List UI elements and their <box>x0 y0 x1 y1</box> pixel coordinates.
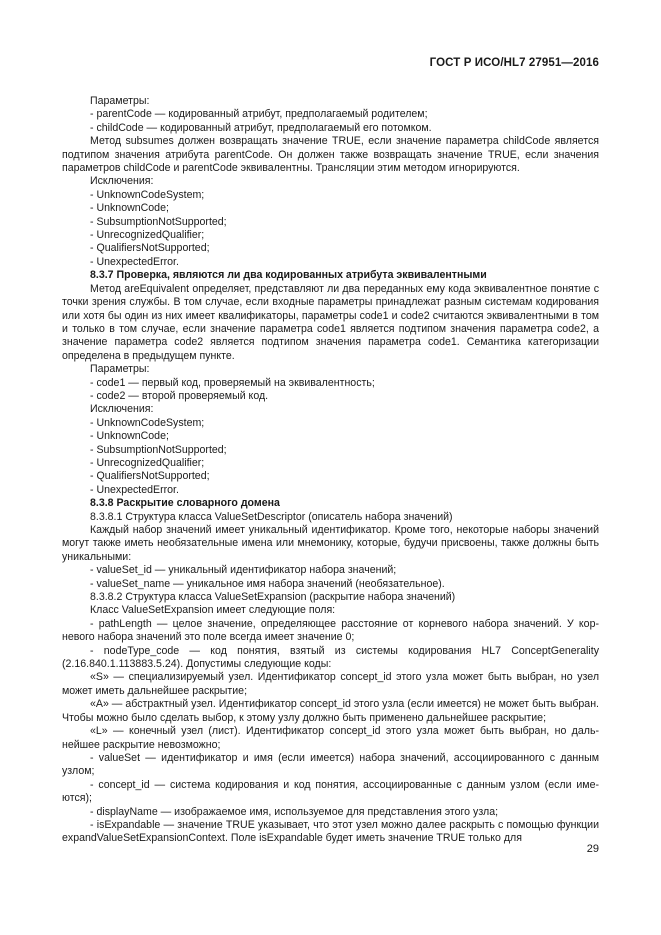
list-item: - isExpandable — значение TRUE указывает, что этот узел можно далее раскрыть с помощью функции expandValueSetExpansionContext. Поле isExpandable будет иметь значение TRUE только для <box>62 818 599 845</box>
list-item: - valueSet_id — уникальный идентификатор набора значений; <box>90 564 397 577</box>
paragraph-class-fields: Класс ValueSetExpansion имеет следующие поля: <box>90 604 336 617</box>
list-item: - displayName — изображаемое имя, используемое для представления этого узла; <box>90 805 499 818</box>
list-item: - UnrecognizedQualifier; <box>90 456 205 469</box>
list-item: - parentCode — кодированный атрибут, предполагаемый родителем; <box>90 108 428 121</box>
list-item: - UnexpectedError. <box>90 483 179 496</box>
list-item: - UnexpectedError. <box>90 255 179 268</box>
list-item: - UnknownCodeSystem; <box>90 188 205 201</box>
code-item-s: «S» — специализируемый узел. Идентификатор concept_id этого узла может быть выбран, но узел может иметь дальнейшее раскрытие; <box>62 671 599 697</box>
list-item: - UnknownCodeSystem; <box>90 416 205 429</box>
list-item: - nodeType_code — код понятия, взятый из системы кодирования HL7 ConceptGenerality (2.16.840.1.113883.5.24). Допустимы следующие коды: <box>62 644 599 671</box>
parameters-label: Параметры: <box>90 95 150 107</box>
subsection-heading-8-3-8-2: 8.3.8.2 Структура класса ValueSetExpansion (раскрытие набора значений) <box>90 591 456 604</box>
document-body <box>62 95 599 846</box>
list-item: - pathLength — целое значение, определяющее расстояние от корневого набора значений. У корневого набора значений это поле всегда имеет значение 0; <box>62 617 599 644</box>
section-heading-8-3-8: 8.3.8 Раскрытие словарного домена <box>90 497 280 510</box>
list-item: - QualifiersNotSupported; <box>90 470 210 483</box>
page-number: 29 <box>586 843 599 855</box>
code-item-a: «A» — абстрактный узел. Идентификатор concept_id этого узла (если имеется) не может быть выбран. Чтобы можно было сделать выбор, к этому узлу должно быть применено дальнейшее раскрытие; <box>62 698 599 724</box>
paragraph-are-equivalent: Метод areEquivalent определяет, представляют ли два переданных ему кода эквивалентное понятие с точки зрения службы. В том случае, если входные параметры принадлежат разным системам кодирования или хотя бы один из них имеет квалификаторы, параметры code1 и code2 считаются эквивалентными в том и только в том случае, если значение параметра code1 является подтипом значения параметра code2, а значение параметра code2 является подтипом значения параметра code1. Семантика категоризации определена в предыдущем пункте. <box>62 282 599 362</box>
subsection-heading-8-3-8-1: 8.3.8.1 Структура класса ValueSetDescriptor (описатель набора значений) <box>90 510 453 523</box>
list-item: - UnknownCode; <box>90 430 169 443</box>
paragraph-subsumes: Метод subsumes должен возвращать значение TRUE, если значение параметра childCode является подтипом значения атрибута parentCode. Он должен также возвращать значение TRUE, если значения параметров childCode и parentCode эквивалентны. Трансляции этим методом игнорируются. <box>62 135 599 175</box>
list-item: - SubsumptionNotSupported; <box>90 215 227 228</box>
exceptions-label: Исключения: <box>90 175 154 188</box>
exceptions-label: Исключения: <box>90 403 154 416</box>
list-item: - UnknownCode; <box>90 202 169 215</box>
list-item: - code1 — первый код, проверяемый на эквивалентность; <box>90 376 375 389</box>
list-item: - valueSet_name — уникальное имя набора значений (необязательное). <box>90 577 445 590</box>
parameters-label: Параметры: <box>90 363 150 376</box>
list-item: - concept_id — система кодирования и код понятия, ассоциированные с данным узлом (если имеются); <box>62 778 599 805</box>
code-item-l: «L» — конечный узел (лист). Идентификатор concept_id этого узла может быть выбран, но дальнейшее раскрытие невозможно; <box>62 725 599 751</box>
list-item: - valueSet — идентификатор и имя (если имеется) набора значений, ассоциированного с данным узлом; <box>62 751 599 778</box>
list-item: - QualifiersNotSupported; <box>90 242 210 255</box>
list-item: - SubsumptionNotSupported; <box>90 443 227 456</box>
document-header: ГОСТ Р ИСО/HL7 27951—2016 <box>429 57 599 69</box>
list-item: - code2 — второй проверяемый код. <box>90 389 269 402</box>
section-heading-8-3-7: 8.3.7 Проверка, являются ли два кодированных атрибута эквивалентными <box>90 269 487 282</box>
list-item: - UnrecognizedQualifier; <box>90 229 205 242</box>
list-item: - childCode — кодированный атрибут, предполагаемый его потомком. <box>90 121 432 134</box>
paragraph-value-sets: Каждый набор значений имеет уникальный идентификатор. Кроме того, некоторые наборы значений могут также иметь необязательные имена или мнемонику, которые, будучи присвоены, также должны быть уникальными: <box>62 524 599 563</box>
